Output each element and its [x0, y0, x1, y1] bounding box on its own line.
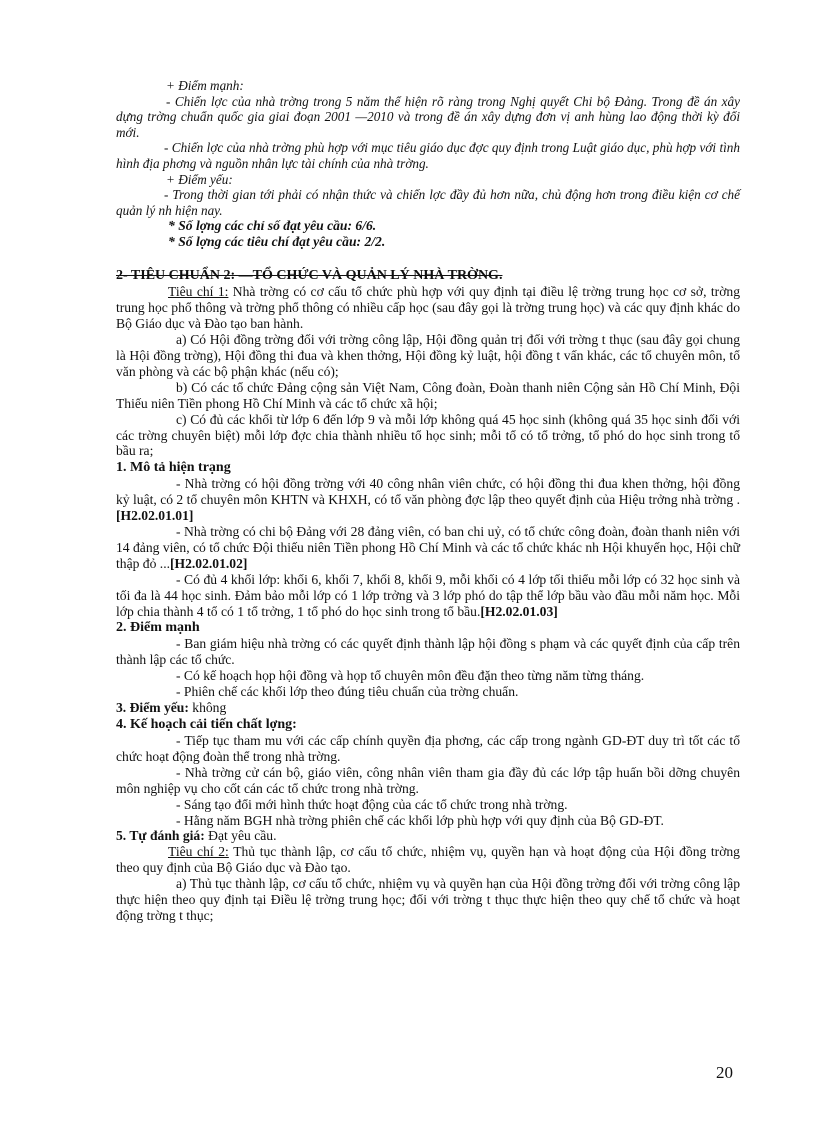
criterion-1-item-c: c) Có đủ các khối từ lớp 6 đến lớp 9 và mỗi lớp không quá 45 học sinh (không quá 35 học sinh đối với các trờng chuyên biệt) mỗi lớp đợc chia thành nhiều tổ học sinh; mỗi tổ có tổ trởng, tổ phó do học sinh trong tổ bầu ra; [116, 411, 740, 459]
describe-item: - Nhà trờng có chi bộ Đảng với 28 đảng viên, có ban chi uỷ, có tổ chức công đoàn, đoàn thanh niên với 14 đảng viên, có tổ chức Đội thiếu niên Tiền phong Hồ Chí Minh và các tổ chức khác nh Hội khuyến học, Hội chữ thập đỏ ...[H2.02.01.02] [116, 524, 740, 571]
strength-point: - Có kế hoạch họp hội đồng và họp tổ chuyên môn đều đặn theo từng năm từng tháng. [176, 668, 645, 684]
criterion-1-item-a: a) Có Hội đồng trờng đối với trờng công lập, Hội đồng quản trị đối với trờng t thục (sau đây gọi chung là Hội đồng trờng), Hội đồng thi đua và khen thởng, Hội đồng kỷ luật, hội đồng t vấn khác, các tổ chuyên môn, tổ văn phòng và các bộ phận khác (nếu có); [116, 332, 740, 379]
page-number: 20 [716, 1063, 733, 1082]
describe-item: - Nhà trờng có hội đồng trờng với 40 công nhân viên chức, có hội đồng thi đua khen thởng, hội đồng kỷ luật, có 2 tổ chuyên môn KHTN và KHXH, có tổ văn phòng đợc lập theo quyết định của Hiệu trởng nhà trờng .[H2.02.01.01] [116, 476, 740, 524]
plan-item: - Nhà trờng cử cán bộ, giáo viên, công nhân viên tham gia đầy đủ các lớp tập huấn bồi dỡng chuyên môn nghiệp vụ cho cốt cán các tổ chức trong nhà trờng. [116, 764, 740, 796]
weakness-item: - Trong thời gian tới phải có nhận thức và chiến lợc đầy đủ hơn nữa, chủ động hơn trong điều kiện cơ chế quản lý nh hiện nay. [116, 187, 740, 218]
section-a [116, 78, 740, 218]
count-criteria: * Số lợng các tiêu chí đạt yêu cầu: 2/2. [168, 234, 386, 250]
evidence-code: [H2.02.01.01] [116, 508, 194, 524]
standard-body [116, 284, 740, 924]
plan-item: - Sáng tạo đổi mới hình thức hoạt động của các tổ chức trong nhà trờng. [176, 796, 568, 812]
heading-plan: 4. Kế hoạch cải tiến chất lợng: [116, 717, 297, 732]
document-page [116, 78, 740, 924]
count-indicators: * Số lợng các chỉ số đạt yêu cầu: 6/6. [168, 218, 377, 234]
heading-strength: 2. Điểm mạnh [116, 620, 200, 636]
criterion-2 [116, 844, 740, 876]
criterion-1 [116, 284, 740, 332]
strength-label: + Điểm mạnh: [166, 78, 244, 93]
heading-weakness: 3. Điểm yếu: không [116, 700, 227, 716]
evidence-code: [H2.02.01.02] [170, 555, 248, 571]
criterion-1-label: Tiêu chí 1: [168, 284, 229, 300]
criterion-1-item-b: b) Có các tổ chức Đảng cộng sản Việt Nam, Công đoàn, Đoàn thanh niên Cộng sản Hồ Chí Minh, Đội Thiếu niên Tiền phong Hồ Chí Minh và các tổ chức xã hội; [116, 379, 740, 411]
plan-item: - Hằng năm BGH nhà trờng phiên chế các khối lớp phù hợp với quy định của Bộ GD-ĐT. [176, 812, 664, 828]
strength-item: - Chiến lợc của nhà trờng trong 5 năm thể hiện rõ ràng trong Nghị quyết Chi bộ Đảng. Trong đề án xây dựng trờng chuẩn quốc gia giai đoạn 2001 —2010 và trong đề án xây dựng đơn vị anh hùng lao động thời kỳ đổi mới. [116, 93, 740, 140]
evidence-code: [H2.02.01.03] [480, 603, 558, 619]
strength-point: - Phiên chế các khối lớp theo đúng tiêu chuẩn của trờng chuẩn. [176, 684, 519, 700]
criterion-2-text: Thủ tục thành lập, cơ cấu tổ chức, nhiệm vụ, quyền hạn và hoạt động của Hội đồng trờng theo quy định của Bộ Giáo dục và Đào tạo. [116, 844, 740, 876]
strength-point: - Ban giám hiệu nhà trờng có các quyết định thành lập hội đồng s phạm và các quyết định của cấp trên thành lập các tổ chức. [116, 636, 740, 668]
plan-item: - Tiếp tục tham mu với các cấp chính quyền địa phơng, các cấp trong ngành GD-ĐT duy trì tốt các tổ chức hoạt động đoàn thể trong nhà trờng. [116, 733, 740, 764]
heading-self-assessment: 5. Tự đánh giá: Đạt yêu cầu. [116, 828, 277, 844]
criterion-1-text: Nhà trờng có cơ cấu tổ chức phù hợp với quy định tại điều lệ trờng trung học cơ sở, trờng trung học phổ thông và trờng phổ thông có nhiều cấp học (sau đây gọi là trờng trung học) và các quy định khác do Bộ Giáo dục và Đào tạo ban hành. [116, 284, 740, 332]
heading-describe: 1. Mô tả hiện trạng [116, 460, 231, 476]
strength-item: - Chiến lợc của nhà trờng phù hợp với mục tiêu giáo dục đợc quy định trong Luật giáo dục, phù hợp với tình hình địa phơng và nguồn nhân lực tài chính của nhà trờng. [116, 140, 740, 171]
describe-item: - Có đủ 4 khối lớp: khối 6, khối 7, khối 8, khối 9, mỗi khối có 4 lớp tối thiểu mỗi lớp có 32 học sinh và tối đa là 44 học sinh. Đảm bảo mỗi lớp có 1 lớp trởng và 3 lớp phó do tập thể lớp bầu vào đầu mỗi năm học. Mỗi lớp chia thành 4 tổ có 1 tổ trởng, 1 tổ phó do học sinh trong tổ bầu.[H2.02.01.03] [116, 571, 740, 619]
weakness-label: + Điểm yếu: [166, 171, 233, 187]
standard-title: 2- TIÊU CHUẨN 2: —TỔ CHỨC VÀ QUẢN LÝ NHÀ TRỜNG. [116, 268, 503, 284]
criterion-2-label: Tiêu chí 2: [168, 844, 229, 860]
criterion-2-item-a: a) Thủ tục thành lập, cơ cấu tổ chức, nhiệm vụ và quyền hạn của Hội đồng trờng đối với trờng công lập thực hiện theo quy định tại Điều lệ trờng trung học; đối với trờng t thục thực hiện theo quy chế tổ chức và hoạt động trờng t thục; [116, 876, 740, 923]
